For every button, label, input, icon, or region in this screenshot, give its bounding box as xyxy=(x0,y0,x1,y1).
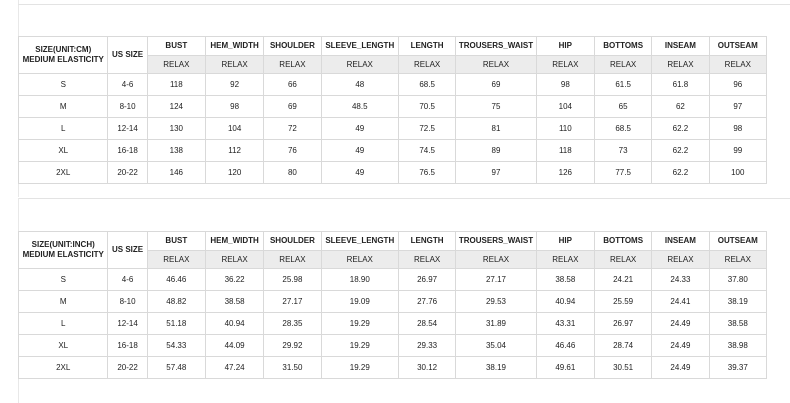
column-header: BOTTOMS xyxy=(594,37,651,56)
measurement-cell: 38.58 xyxy=(205,291,263,313)
column-header: HIP xyxy=(536,37,594,56)
relax-subheader: RELAX xyxy=(205,56,263,74)
measurement-cell: 25.98 xyxy=(264,269,321,291)
measurement-cell: 24.41 xyxy=(652,291,709,313)
measurement-cell: 100 xyxy=(709,162,766,184)
relax-subheader: RELAX xyxy=(398,251,455,269)
column-header: BUST xyxy=(147,232,205,251)
table-row xyxy=(19,74,767,96)
size-cell: M xyxy=(19,291,108,313)
measurement-cell: 38.19 xyxy=(709,291,766,313)
measurement-cell: 68.5 xyxy=(594,118,651,140)
relax-subheader: RELAX xyxy=(264,56,321,74)
measurement-cell: 49.61 xyxy=(536,357,594,379)
relax-subheader: RELAX xyxy=(321,251,398,269)
measurement-cell: 27.76 xyxy=(398,291,455,313)
measurement-cell: 96 xyxy=(709,74,766,96)
table-row xyxy=(19,357,767,379)
measurement-cell: 65 xyxy=(594,96,651,118)
column-header: INSEAM xyxy=(652,37,709,56)
size-table-cm xyxy=(18,36,767,184)
table-row xyxy=(19,313,767,335)
us-size-cell: 4-6 xyxy=(108,269,147,291)
size-cell: M xyxy=(19,96,108,118)
measurement-cell: 26.97 xyxy=(594,313,651,335)
column-header: OUTSEAM xyxy=(709,37,766,56)
size-cell: XL xyxy=(19,335,108,357)
relax-subheader: RELAX xyxy=(147,56,205,74)
column-header: BOTTOMS xyxy=(594,232,651,251)
measurement-cell: 28.35 xyxy=(264,313,321,335)
measurement-cell: 24.49 xyxy=(652,313,709,335)
relax-subheader: RELAX xyxy=(709,56,766,74)
measurement-cell: 99 xyxy=(709,140,766,162)
measurement-cell: 43.31 xyxy=(536,313,594,335)
relax-subheader: RELAX xyxy=(456,56,536,74)
measurement-cell: 81 xyxy=(456,118,536,140)
measurement-cell: 98 xyxy=(536,74,594,96)
relax-subheader: RELAX xyxy=(264,251,321,269)
relax-subheader: RELAX xyxy=(536,251,594,269)
relax-subheader: RELAX xyxy=(456,251,536,269)
elasticity-label: MEDIUM ELASTICITY xyxy=(22,250,104,259)
table-row xyxy=(19,269,767,291)
measurement-cell: 70.5 xyxy=(398,96,455,118)
section-divider-top xyxy=(18,4,790,5)
measurement-cell: 97 xyxy=(709,96,766,118)
measurement-cell: 61.8 xyxy=(652,74,709,96)
measurement-cell: 38.58 xyxy=(536,269,594,291)
measurement-cell: 75 xyxy=(456,96,536,118)
measurement-cell: 19.09 xyxy=(321,291,398,313)
us-size-cell: 20-22 xyxy=(108,357,147,379)
column-header: LENGTH xyxy=(398,37,455,56)
us-size-cell: 12-14 xyxy=(108,313,147,335)
column-header: HEM_WIDTH xyxy=(205,232,263,251)
measurement-cell: 62.2 xyxy=(652,118,709,140)
measurement-cell: 130 xyxy=(147,118,205,140)
size-cell: S xyxy=(19,74,108,96)
measurement-cell: 25.59 xyxy=(594,291,651,313)
size-cell: 2XL xyxy=(19,357,108,379)
measurement-cell: 68.5 xyxy=(398,74,455,96)
measurement-cell: 19.29 xyxy=(321,313,398,335)
measurement-cell: 126 xyxy=(536,162,594,184)
table-row xyxy=(19,96,767,118)
measurement-cell: 61.5 xyxy=(594,74,651,96)
measurement-cell: 46.46 xyxy=(536,335,594,357)
table-row xyxy=(19,140,767,162)
measurement-cell: 28.54 xyxy=(398,313,455,335)
us-size-cell: 4-6 xyxy=(108,74,147,96)
measurement-cell: 92 xyxy=(205,74,263,96)
us-size-cell: 8-10 xyxy=(108,96,147,118)
measurement-cell: 30.51 xyxy=(594,357,651,379)
header-row xyxy=(19,232,767,251)
measurement-cell: 19.29 xyxy=(321,357,398,379)
size-cell: 2XL xyxy=(19,162,108,184)
measurement-cell: 89 xyxy=(456,140,536,162)
measurement-cell: 44.09 xyxy=(205,335,263,357)
relax-subheader: RELAX xyxy=(536,56,594,74)
size-unit-header xyxy=(19,232,108,269)
relax-subheader: RELAX xyxy=(398,56,455,74)
table-row xyxy=(19,335,767,357)
measurement-cell: 77.5 xyxy=(594,162,651,184)
column-header: LENGTH xyxy=(398,232,455,251)
us-size-header: US SIZE xyxy=(108,232,147,269)
relax-subheader: RELAX xyxy=(147,251,205,269)
measurement-cell: 40.94 xyxy=(536,291,594,313)
table-row xyxy=(19,291,767,313)
table-row xyxy=(19,162,767,184)
measurement-cell: 124 xyxy=(147,96,205,118)
measurement-cell: 62.2 xyxy=(652,162,709,184)
size-cell: L xyxy=(19,118,108,140)
measurement-cell: 138 xyxy=(147,140,205,162)
us-size-cell: 20-22 xyxy=(108,162,147,184)
size-cell: L xyxy=(19,313,108,335)
measurement-cell: 112 xyxy=(205,140,263,162)
measurement-cell: 104 xyxy=(205,118,263,140)
measurement-cell: 29.33 xyxy=(398,335,455,357)
measurement-cell: 69 xyxy=(456,74,536,96)
measurement-cell: 118 xyxy=(536,140,594,162)
measurement-cell: 51.18 xyxy=(147,313,205,335)
measurement-cell: 36.22 xyxy=(205,269,263,291)
measurement-cell: 38.19 xyxy=(456,357,536,379)
measurement-cell: 27.17 xyxy=(264,291,321,313)
measurement-cell: 47.24 xyxy=(205,357,263,379)
measurement-cell: 98 xyxy=(709,118,766,140)
measurement-cell: 62.2 xyxy=(652,140,709,162)
measurement-cell: 38.58 xyxy=(709,313,766,335)
measurement-cell: 24.49 xyxy=(652,357,709,379)
relax-subheader: RELAX xyxy=(652,251,709,269)
measurement-cell: 66 xyxy=(264,74,321,96)
measurement-cell: 76.5 xyxy=(398,162,455,184)
table-row xyxy=(19,118,767,140)
measurement-cell: 28.74 xyxy=(594,335,651,357)
size-cell: XL xyxy=(19,140,108,162)
column-header: SHOULDER xyxy=(264,37,321,56)
measurement-cell: 69 xyxy=(264,96,321,118)
relax-subheader: RELAX xyxy=(652,56,709,74)
measurement-cell: 48 xyxy=(321,74,398,96)
us-size-header: US SIZE xyxy=(108,37,147,74)
measurement-cell: 31.50 xyxy=(264,357,321,379)
measurement-cell: 31.89 xyxy=(456,313,536,335)
header-row xyxy=(19,37,767,56)
column-header: HIP xyxy=(536,232,594,251)
column-header: OUTSEAM xyxy=(709,232,766,251)
measurement-cell: 19.29 xyxy=(321,335,398,357)
column-header: TROUSERS_WAIST xyxy=(456,37,536,56)
measurement-cell: 120 xyxy=(205,162,263,184)
size-table-inch xyxy=(18,231,767,379)
measurement-cell: 146 xyxy=(147,162,205,184)
measurement-cell: 74.5 xyxy=(398,140,455,162)
column-header: BUST xyxy=(147,37,205,56)
measurement-cell: 27.17 xyxy=(456,269,536,291)
us-size-cell: 12-14 xyxy=(108,118,147,140)
measurement-cell: 72 xyxy=(264,118,321,140)
measurement-cell: 40.94 xyxy=(205,313,263,335)
size-cell: S xyxy=(19,269,108,291)
relax-subheader: RELAX xyxy=(321,56,398,74)
measurement-cell: 30.12 xyxy=(398,357,455,379)
measurement-cell: 24.33 xyxy=(652,269,709,291)
relax-subheader: RELAX xyxy=(709,251,766,269)
measurement-cell: 80 xyxy=(264,162,321,184)
measurement-cell: 97 xyxy=(456,162,536,184)
us-size-cell: 16-18 xyxy=(108,140,147,162)
column-header: SHOULDER xyxy=(264,232,321,251)
measurement-cell: 39.37 xyxy=(709,357,766,379)
relax-subheader: RELAX xyxy=(205,251,263,269)
measurement-cell: 49 xyxy=(321,162,398,184)
measurement-cell: 35.04 xyxy=(456,335,536,357)
size-unit-header xyxy=(19,37,108,74)
column-header: TROUSERS_WAIST xyxy=(456,232,536,251)
measurement-cell: 48.82 xyxy=(147,291,205,313)
section-divider-middle xyxy=(18,198,790,199)
measurement-cell: 118 xyxy=(147,74,205,96)
column-header: SLEEVE_LENGTH xyxy=(321,232,398,251)
measurement-cell: 37.80 xyxy=(709,269,766,291)
measurement-cell: 62 xyxy=(652,96,709,118)
measurement-cell: 104 xyxy=(536,96,594,118)
measurement-cell: 24.21 xyxy=(594,269,651,291)
measurement-cell: 26.97 xyxy=(398,269,455,291)
elasticity-label: MEDIUM ELASTICITY xyxy=(22,55,104,64)
measurement-cell: 48.5 xyxy=(321,96,398,118)
relax-subheader: RELAX xyxy=(594,56,651,74)
measurement-cell: 49 xyxy=(321,118,398,140)
measurement-cell: 57.48 xyxy=(147,357,205,379)
measurement-cell: 29.53 xyxy=(456,291,536,313)
measurement-cell: 24.49 xyxy=(652,335,709,357)
measurement-cell: 18.90 xyxy=(321,269,398,291)
measurement-cell: 72.5 xyxy=(398,118,455,140)
us-size-cell: 8-10 xyxy=(108,291,147,313)
measurement-cell: 73 xyxy=(594,140,651,162)
measurement-cell: 38.98 xyxy=(709,335,766,357)
measurement-cell: 76 xyxy=(264,140,321,162)
measurement-cell: 49 xyxy=(321,140,398,162)
column-header: HEM_WIDTH xyxy=(205,37,263,56)
size-unit-label: SIZE(UNIT:CM) xyxy=(35,45,92,54)
measurement-cell: 54.33 xyxy=(147,335,205,357)
relax-subheader: RELAX xyxy=(594,251,651,269)
measurement-cell: 110 xyxy=(536,118,594,140)
measurement-cell: 46.46 xyxy=(147,269,205,291)
size-unit-label: SIZE(UNIT:INCH) xyxy=(31,240,95,249)
measurement-cell: 98 xyxy=(205,96,263,118)
us-size-cell: 16-18 xyxy=(108,335,147,357)
column-header: INSEAM xyxy=(652,232,709,251)
measurement-cell: 29.92 xyxy=(264,335,321,357)
column-header: SLEEVE_LENGTH xyxy=(321,37,398,56)
